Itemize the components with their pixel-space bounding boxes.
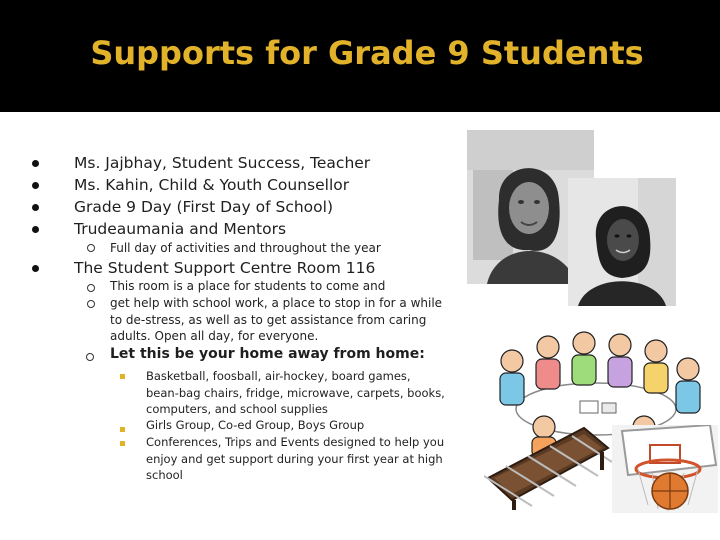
home-away-heading: Let this be your home away from home: xyxy=(110,346,425,362)
counsellor-photo xyxy=(568,178,676,306)
square-bullet xyxy=(120,441,125,446)
bullet-counsellor: Ms. Kahin, Child & Youth Counsellor xyxy=(74,176,350,194)
bullet-dot xyxy=(32,182,39,189)
sub-bullet-ring xyxy=(87,244,95,252)
slide-title: Supports for Grade 9 Students xyxy=(90,34,644,72)
bullet-grade9-day: Grade 9 Day (First Day of School) xyxy=(74,198,334,216)
basketball-hoop-image xyxy=(612,425,718,513)
centre-paragraph: get help with school work, a place to stop in for a while to de-stress, as well as to get assistance from caring adults. Open all day, for everyone. xyxy=(110,296,443,343)
square-bullet xyxy=(120,374,125,379)
home-item-conferences: Conferences, Trips and Events designed to help you enjoy and get support during your first year at high school xyxy=(146,435,445,482)
bullet-dot xyxy=(32,204,39,211)
foosball-table-image xyxy=(484,418,612,510)
bullet-trudeaumania: Trudeaumania and Mentors xyxy=(74,220,287,238)
centre-line-1: This room is a place for students to come and xyxy=(110,279,386,293)
home-item-groups: Girls Group, Co-ed Group, Boys Group xyxy=(146,418,365,432)
bullet-dot xyxy=(32,160,39,167)
bullet-dot xyxy=(32,265,39,272)
sub-bullet-ring xyxy=(87,300,95,308)
trudeau-sub-text: Full day of activities and throughout the year xyxy=(110,241,381,255)
sub-bullet-ring xyxy=(86,353,94,361)
bullet-teacher: Ms. Jajbhay, Student Success, Teacher xyxy=(74,154,371,172)
bullet-dot xyxy=(32,226,39,233)
square-bullet xyxy=(120,427,125,432)
home-item-amenities: Basketball, foosball, air-hockey, board games, bean-bag chairs, fridge, microwave, carpets, books, computers, and school supplies xyxy=(146,369,445,416)
student-support-heading: The Student Support Centre Room 116 xyxy=(74,259,376,277)
sub-bullet-ring xyxy=(87,284,95,292)
